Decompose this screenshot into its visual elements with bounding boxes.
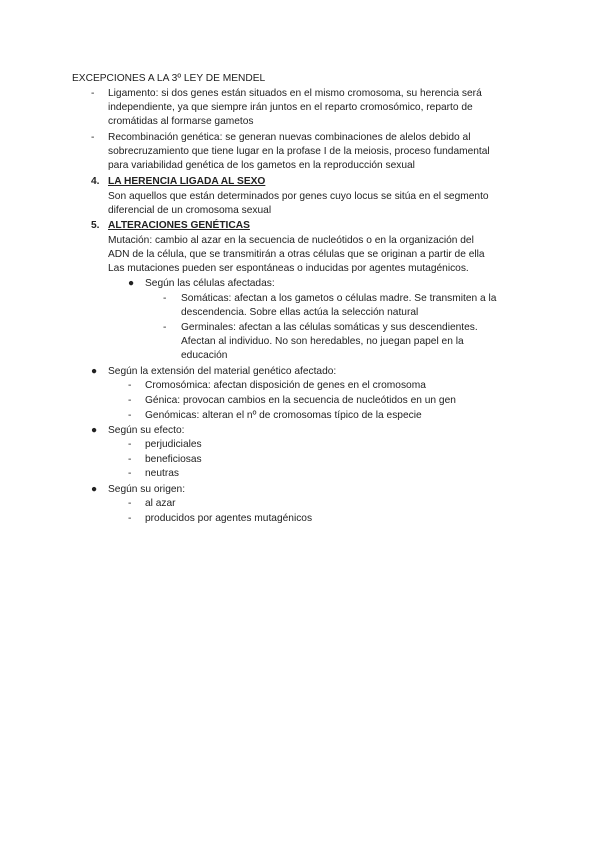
bullet-marker: ● [91,484,98,495]
section-4-text: diferencial de un cromosoma sexual [108,205,272,216]
recombinacion-line: Recombinación genética: se generan nuevas combinaciones de alelos debido al [108,132,471,143]
bullet-marker: ● [91,366,98,377]
origen-label: Según su origen: [108,484,186,495]
dash-marker: - [128,468,132,479]
dash-marker: - [91,88,95,99]
extension-item: Cromosómica: afectan disposición de genes en el cromosoma [145,380,426,391]
dash-marker: - [128,410,132,421]
dash-marker: - [128,380,132,391]
section-5-number: 5. [91,220,100,231]
origen-item: al azar [145,498,176,509]
somaticas-line: Somáticas: afectan a los gametos o células madre. Se transmiten a la [181,293,497,304]
section-4-number: 4. [91,176,100,187]
dash-marker: - [163,322,167,333]
bullet-marker: ● [128,278,135,289]
dash-marker: - [128,498,132,509]
extension-item: Genómicas: alteran el nº de cromosomas típico de la especie [145,410,422,421]
section-5-text: Las mutaciones pueden ser espontáneas o inducidas por agentes mutagénicos. [108,263,469,274]
ligamento-line: independiente, ya que siempre irán juntos en el reparto cromosómico, reparto de [108,102,473,113]
efecto-label: Según su efecto: [108,425,185,436]
section-4-title: LA HERENCIA LIGADA AL SEXO [108,176,266,187]
efecto-item: beneficiosas [145,454,202,465]
dash-marker: - [91,132,95,143]
recombinacion-line: sobrecruzamiento que tiene lugar en la profase I de la meiosis, proceso fundamental [108,146,490,157]
bullet-marker: ● [91,425,98,436]
section-5-text: ADN de la célula, que se transmitirán a otras células que se originan a partir de ella [108,249,485,260]
dash-marker: - [128,513,132,524]
dash-marker: - [128,454,132,465]
somaticas-line: descendencia. Sobre ellas actúa la selección natural [181,307,419,318]
dash-marker: - [128,395,132,406]
heading: EXCEPCIONES A LA 3º LEY DE MENDEL [72,73,266,84]
recombinacion-line: para variabilidad genética de los gametos en la reproducción sexual [108,160,415,171]
germinales-line: Germinales: afectan a las células somáticas y sus descendientes. [181,322,478,333]
dash-marker: - [128,439,132,450]
origen-item: producidos por agentes mutagénicos [145,513,313,524]
efecto-item: perjudiciales [145,439,202,450]
section-5-title: ALTERACIONES GENÉTICAS [108,220,250,231]
celulas-label: Según las células afectadas: [145,278,275,289]
germinales-line: Afectan al individuo. No son heredables, no juegan papel en la [181,336,464,347]
ligamento-line: cromátidas al formarse gametos [108,116,254,127]
section-4-text: Son aquellos que están determinados por genes cuyo locus se sitúa en el segmento [108,191,489,202]
extension-label: Según la extensión del material genético afectado: [108,366,337,377]
efecto-item: neutras [145,468,179,479]
dash-marker: - [163,293,167,304]
extension-item: Génica: provocan cambios en la secuencia de nucleótidos en un gen [145,395,456,406]
section-5-text: Mutación: cambio al azar en la secuencia de nucleótidos o en la organización del [108,235,474,246]
germinales-line: educación [181,350,228,361]
ligamento-line: Ligamento: si dos genes están situados en el mismo cromosoma, su herencia será [108,88,482,99]
